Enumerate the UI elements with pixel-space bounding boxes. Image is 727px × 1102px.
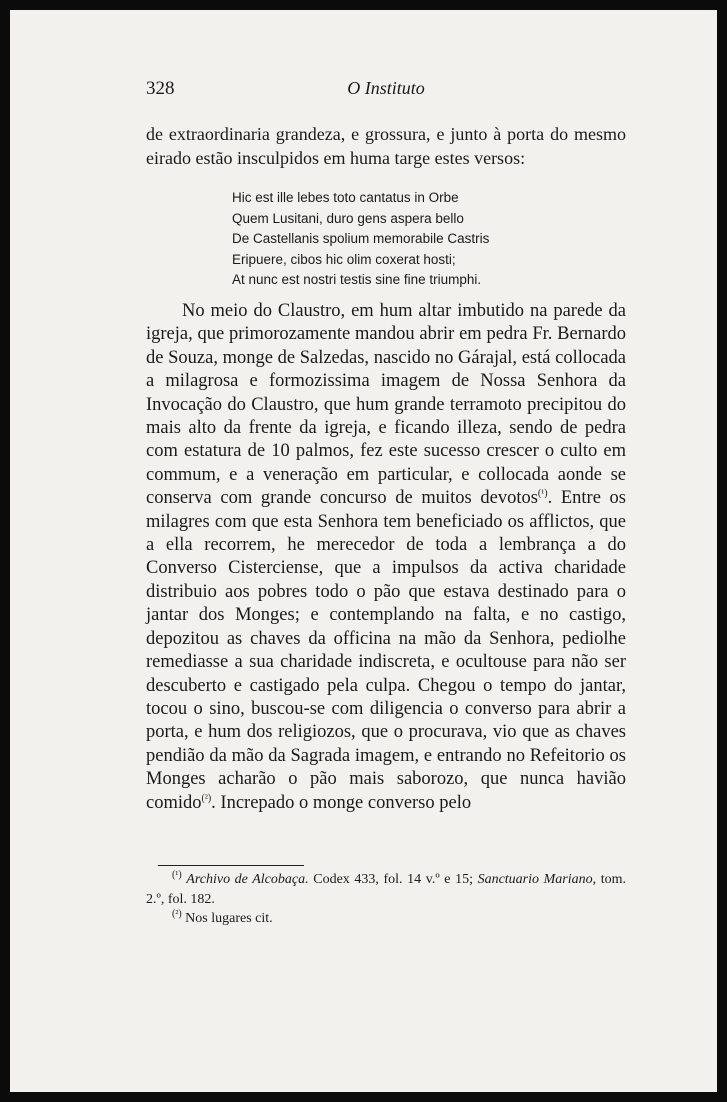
footnote-divider (158, 865, 304, 866)
footnote-ref-1: (¹) (537, 488, 548, 500)
book-page (10, 10, 717, 1092)
footnotes (146, 870, 626, 929)
verse-line: Hic est ille lebes toto cantatus in Orbe (232, 190, 459, 205)
footnote-2-mark: (²) (172, 908, 182, 920)
verse-line: At nunc est nostri testis sine fine triumphi. (232, 272, 482, 287)
verse-line: Quem Lusitani, duro gens aspera bello (232, 210, 464, 226)
footnote-1-source-2: Sanctuario Mariano, (477, 872, 597, 887)
body-text-part-3: . Increpado o monge converso pelo (211, 792, 472, 813)
main-paragraph-text (146, 300, 626, 815)
footnote-2-text: Nos lugares cit. (181, 911, 273, 926)
footnote-2 (146, 909, 626, 929)
footnote-ref-2: (²) (201, 792, 212, 804)
intro-text: de extraordinaria grandeza, e grossura, e junto à porta do mesmo eirado estão insculpidos em huma targe estes versos: (146, 124, 626, 168)
main-paragraph (146, 300, 626, 815)
intro-paragraph (146, 122, 626, 170)
page-number: 328 (146, 78, 175, 99)
footnote-1-source: Archivo de Alcobaça. (186, 872, 309, 887)
verse-line: Eripuere, cibos hic olim coxerat hosti; (232, 251, 456, 267)
footnote-1-text-2: tom. 2.º, fol. 182. (146, 872, 627, 907)
footnote-1-mark: (¹) (172, 869, 182, 881)
verse-line: De Castellanis spolium memorabile Castris (232, 231, 490, 246)
footnote-1 (146, 870, 626, 909)
page-header (146, 78, 626, 102)
running-title: O Instituto (347, 78, 425, 98)
latin-verse (232, 188, 489, 291)
body-text-part-2: . Entre os milagres com que esta Senhora tem beneficiado os afflictos, que a ella recorrem, he merecedor de toda a lembrança a do Converso Cisterciense, que a impulsos da activa charidade distribuio aos pobres todo o pão que estava destinado para o jantar dos Monges; e contemplando na falta, e no castigo, depozitou as chaves da officina na mão da Senhora, pediolhe remediasse a sua charidade indiscreta, e ocultouse para não ser descuberto e castigado pela culpa. Chegou o tempo do jantar, tocou o sino, buscou-se com diligencia o converso para abrir a porta, e hum dos religiozos, que o procurava, vio que as chaves pendião da mão da Sagrada imagem, e entrando no Refeitorio os Monges acharão o pão mais saborozo, que nunca havião comido (146, 488, 627, 813)
body-text-part-1: No meio do Claustro, em hum altar imbutido na parede da igreja, que primorozamente mandou abrir em pedra Fr. Bernardo de Souza, monge de Salzedas, nascido no Gárajal, está collocada a milagrosa e formozissima imagem de Nossa Senhora da Invocação do Claustro, que hum grande terramoto precipitou do mais alto da frente da igreja, e ficando illeza, sendo de pedra com estatura de 10 palmos, fez este sucesso crescer o culto em commum, e a veneração em particular, e collocada aonde se conserva com grande concurso de muitos devotos (146, 301, 626, 509)
footnote-1-text: Codex 433, fol. 14 v.º e 15; (308, 872, 478, 887)
